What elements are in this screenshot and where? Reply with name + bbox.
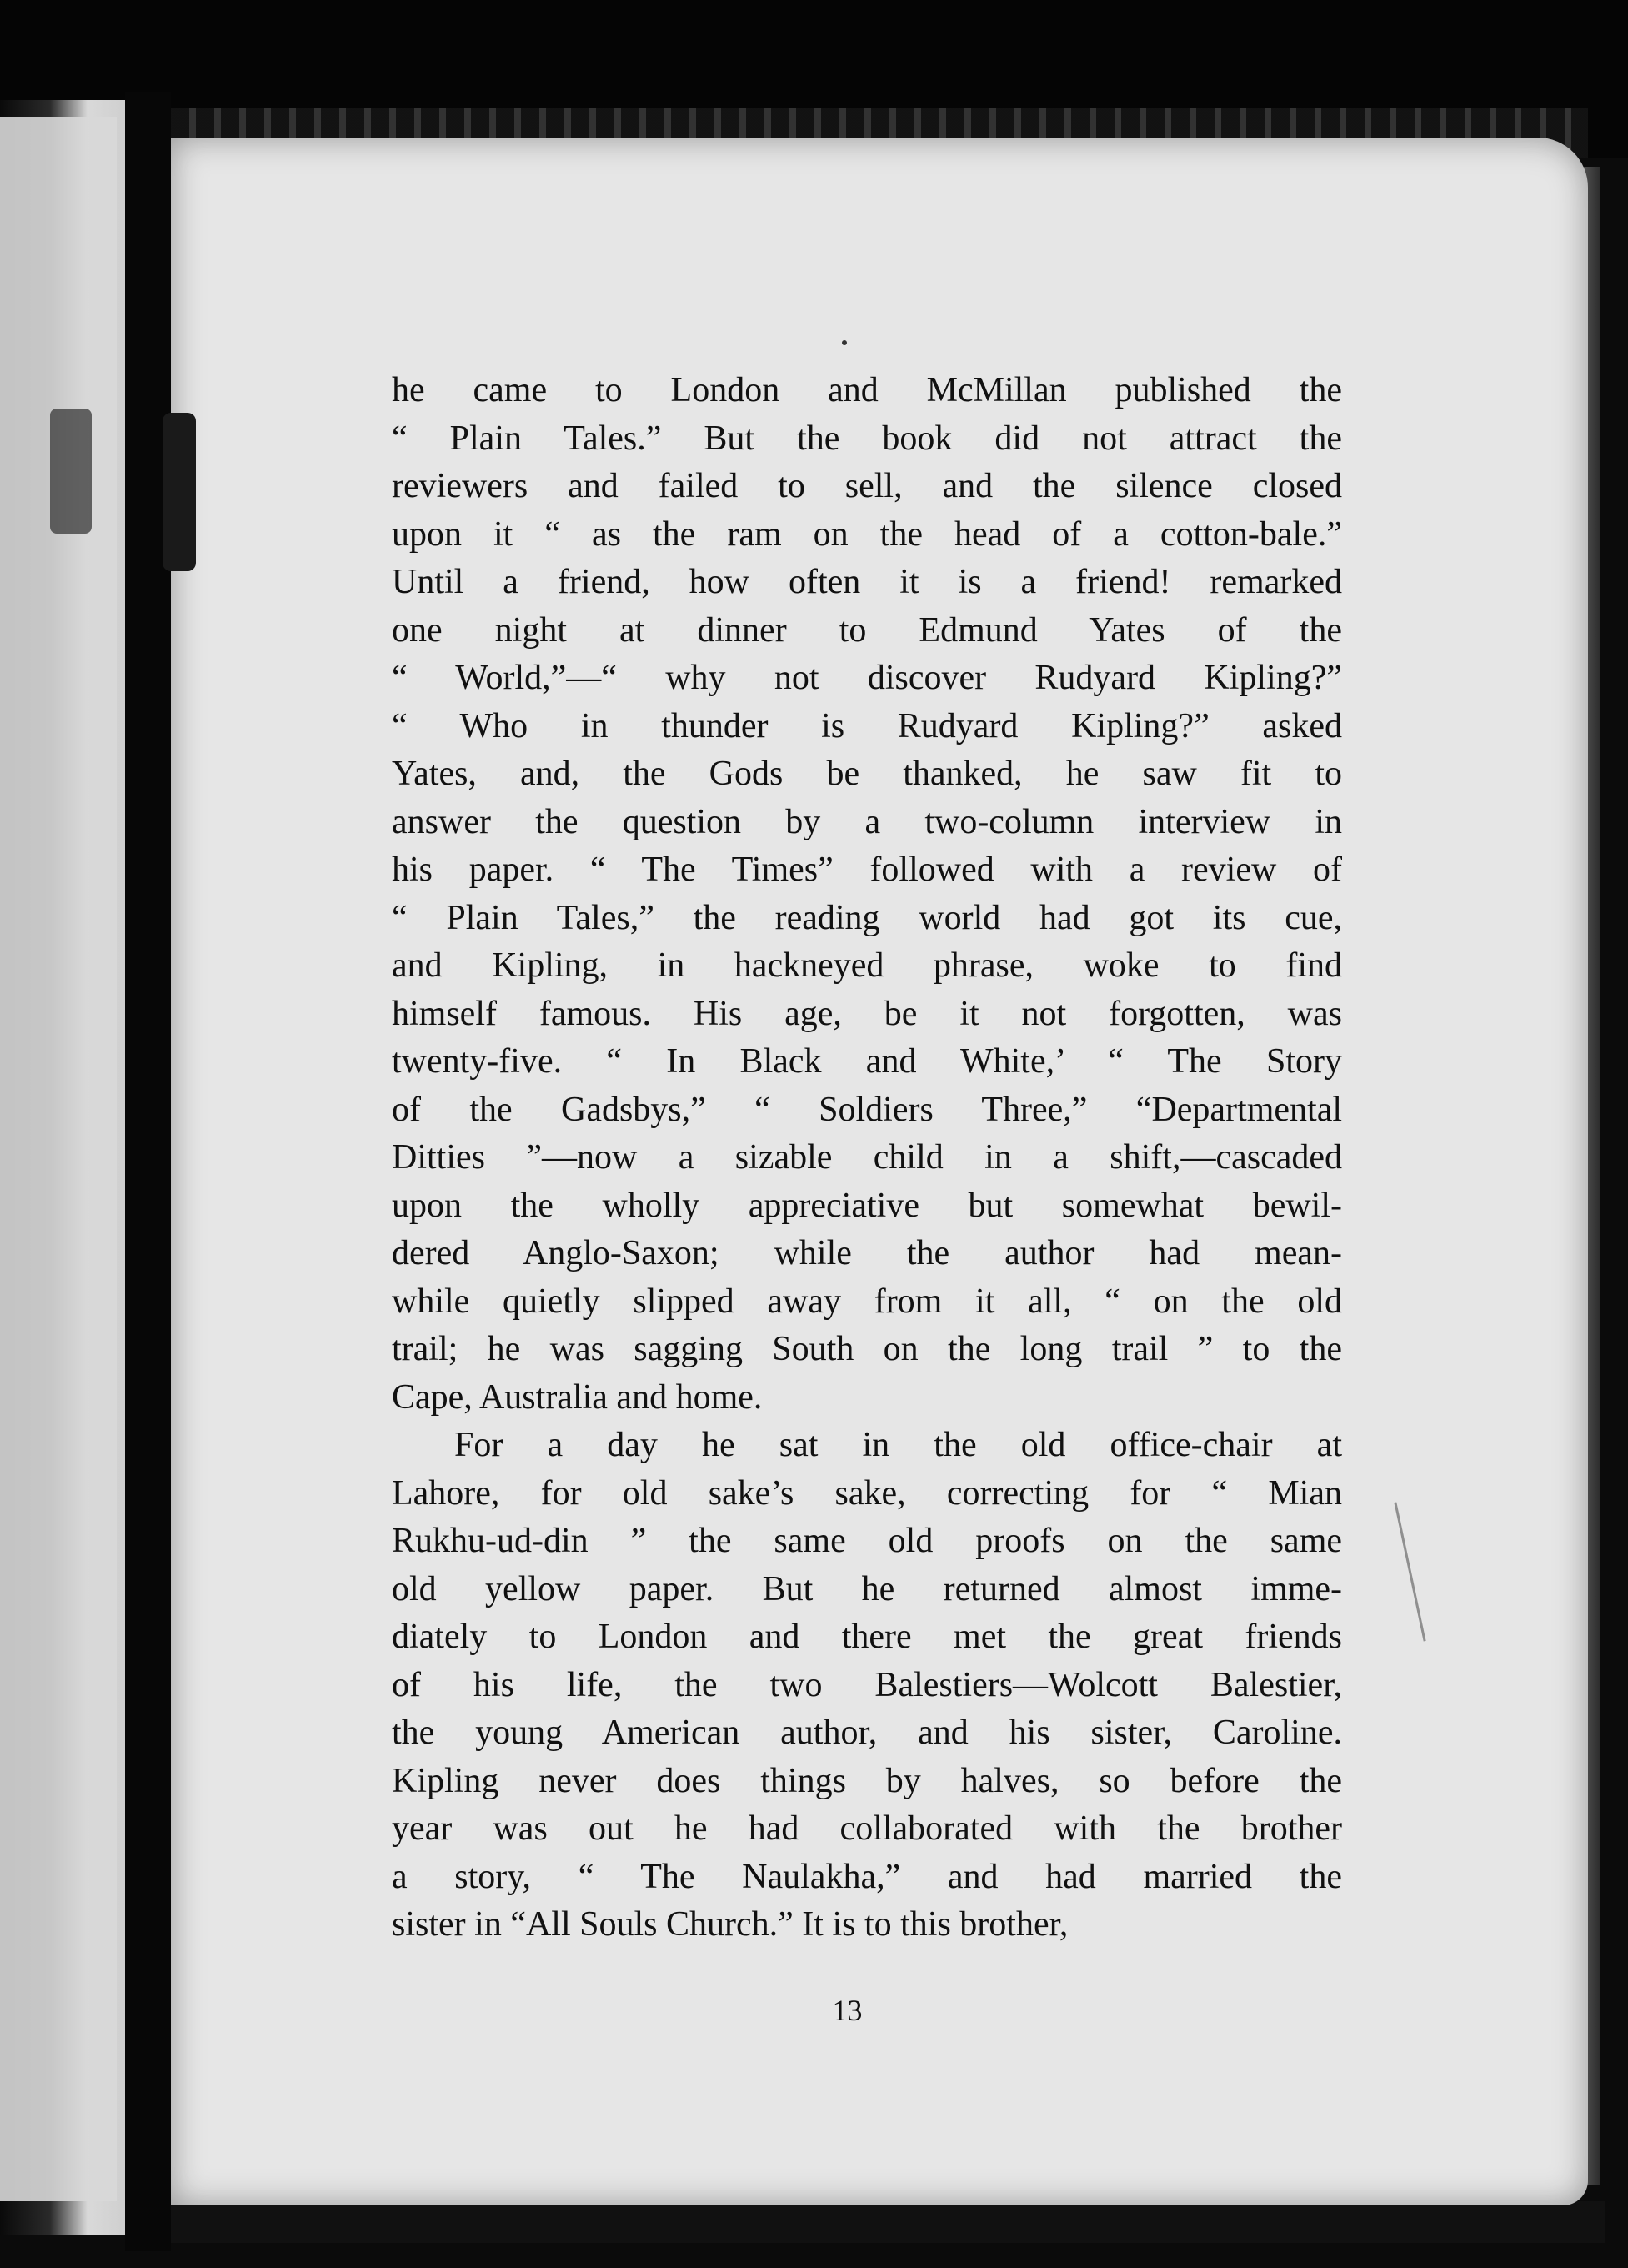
body-text (392, 367, 1342, 1949)
facing-page-ink-mark (50, 409, 92, 534)
page-bottom-edge (171, 2201, 1605, 2243)
text-line: his paper. “ The Times” followed with a review of (392, 850, 1342, 889)
text-line: Yates, and, the Gods be thanked, he saw fit to (392, 755, 1342, 793)
text-line: old yellow paper. But he returned almost imme- (392, 1569, 1342, 1608)
text-line: “ World,”—“ why not discover Rudyard Kipling?” (392, 659, 1342, 697)
page-number: 13 (832, 1994, 863, 2027)
text-line: of his life, the two Balestiers—Wolcott Balestier, (392, 1665, 1342, 1704)
text-line: year was out he had collaborated with the brother (392, 1809, 1342, 1848)
text-line: answer the question by a two-column interview in (392, 802, 1342, 841)
text-line: Until a friend, how often it is a friend! remarked (392, 563, 1342, 601)
text-line: “ Who in thunder is Rudyard Kipling?” asked (392, 706, 1342, 745)
text-line: a story, “ The Naulakha,” and had married the (392, 1857, 1342, 1896)
ink-dot (842, 340, 847, 345)
text-line: while quietly slipped away from it all, “ on the old (392, 1282, 1342, 1321)
text-line: Ditties ”—now a sizable child in a shift,—cascaded (392, 1138, 1342, 1177)
text-line: Lahore, for old sake’s sake, correcting for “ Mian (392, 1473, 1342, 1513)
text-line: himself famous. His age, be it not forgotten, was (392, 994, 1342, 1033)
text-line: sister in “All Souls Church.” It is to this brother, (392, 1905, 1069, 1944)
text-line: “ Plain Tales.” But the book did not attract the (392, 419, 1342, 458)
text-line: he came to London and McMillan published the (392, 371, 1342, 409)
text-line: upon the wholly appreciative but somewhat bewil- (392, 1186, 1342, 1225)
text-line: of the Gadsbys,” “ Soldiers Three,” “Departmental (392, 1090, 1342, 1129)
binding-mark (163, 413, 196, 571)
text-line: For a day he sat in the old office-chair at (454, 1426, 1342, 1464)
text-line: and Kipling, in hackneyed phrase, woke to find (392, 946, 1342, 985)
text-line: reviewers and failed to sell, and the silence closed (392, 467, 1342, 505)
text-line: dered Anglo-Saxon; while the author had mean- (392, 1234, 1342, 1272)
text-line: the young American author, and his sister, Caroline. (392, 1714, 1342, 1752)
text-line: upon it “ as the ram on the head of a cotton-bale.” (392, 514, 1342, 554)
text-line: Kipling never does things by halves, so before the (392, 1761, 1342, 1800)
text-line: Cape, Australia and home. (392, 1377, 763, 1417)
text-line: “ Plain Tales,” the reading world had got its cue, (392, 898, 1342, 937)
text-line: diately to London and there met the great friends (392, 1618, 1342, 1656)
text-line: one night at dinner to Edmund Yates of the (392, 610, 1342, 650)
text-line: twenty-five. “ In Black and White,’ “ The Story (392, 1042, 1342, 1081)
text-line: trail; he was sagging South on the long trail ” to the (392, 1330, 1342, 1368)
text-line: Rukhu-ud-din ” the same old proofs on the same (392, 1522, 1342, 1560)
